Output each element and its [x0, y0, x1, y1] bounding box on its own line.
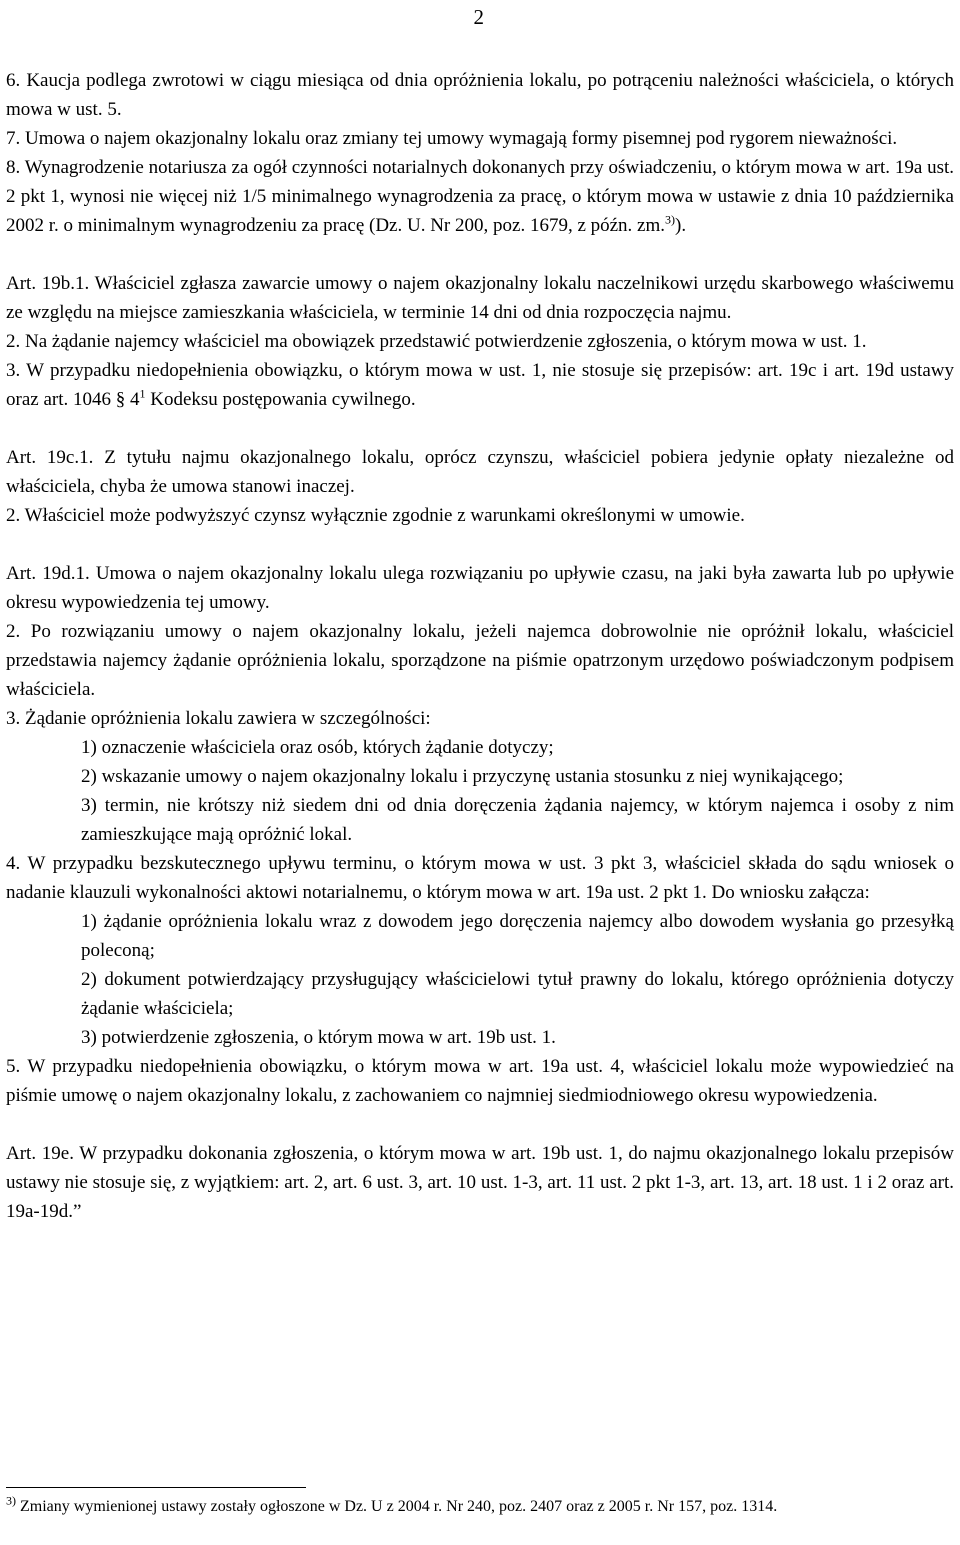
article-19b-2: 2. Na żądanie najemcy właściciel ma obowiązek przedstawić potwierdzenie zgłoszenia, o którym mowa w ust. 1. — [6, 331, 867, 352]
article-19d-3-item-1: 1) oznaczenie właściciela oraz osób, których żądanie dotyczy; — [81, 737, 554, 758]
article-19d-4-item-3: 3) potwierdzenie zgłoszenia, o którym mowa w art. 19b ust. 1. — [81, 1027, 556, 1048]
paragraph-8-end: ). — [675, 215, 687, 236]
page-number: 2 — [473, 5, 484, 29]
article-19d-5: 5. W przypadku niedopełnienia obowiązku, o którym mowa w art. 19a ust. 4, właściciel lokalu może wypowiedzieć na piśmie umowę o najem okazjonalny lokalu, z zachowaniem co najmniej siedmiodniowego okresu wypowiedzenia. — [6, 1056, 954, 1106]
paragraph-7: 7. Umowa o najem okazjonalny lokalu oraz zmiany tej umowy wymagają formy pisemnej pod rygorem nieważności. — [6, 128, 898, 149]
article-19b-1: Art. 19b.1. Właściciel zgłasza zawarcie umowy o najem okazjonalny lokalu naczelnikowi urzędu skarbowego właściwemu ze względu na miejsce zamieszkania właściciela, w terminie 14 dni od dnia rozpoczęcia najmu. — [6, 273, 954, 323]
article-19b-3-text: 3. W przypadku niedopełnienia obowiązku, o którym mowa w ust. 1, nie stosuje się przepisów: art. 19c i art. 19d ustawy oraz art. 1046 § 4 — [6, 360, 954, 410]
section-superscript: 1 — [139, 386, 146, 401]
footnote — [6, 1495, 954, 1519]
article-19b-3-end: Kodeksu postępowania cywilnego. — [145, 389, 416, 410]
article-19d-2: 2. Po rozwiązaniu umowy o najem okazjonalny lokalu, jeżeli najemca dobrowolnie nie opróżnił lokalu, właściciel przedstawia najemcy żądanie opróżnienia lokalu, sporządzone na piśmie opatrzonym urzędowo poświadczonym podpisem właściciela. — [6, 621, 954, 700]
article-19d-3-item-2: 2) wskazanie umowy o najem okazjonalny lokalu i przyczynę ustania stosunku z niej wynikającego; — [81, 766, 844, 787]
article-19d-3-item-3: 3) termin, nie krótszy niż siedem dni od dnia doręczenia żądania najemcy, w którym najemca i osoby z nim zamieszkujące mają opróżnić lokal. — [81, 795, 954, 845]
paragraph-gap — [6, 414, 954, 443]
article-19d-4-item-1: 1) żądanie opróżnienia lokalu wraz z dowodem jego doręczenia najemcy albo dowodem wysłania go przesyłką poleconą; — [81, 911, 954, 961]
article-19c-2: 2. Właściciel może podwyższyć czynsz wyłącznie zgodnie z warunkami określonymi w umowie. — [6, 505, 745, 526]
article-19d-4: 4. W przypadku bezskutecznego upływu terminu, o którym mowa w ust. 3 pkt 3, właściciel składa do sądu wniosek o nadanie klauzuli wykonalności aktowi notarialnemu, o którym mowa w art. 19a ust. 2 pkt 1. Do wniosku załącza: — [6, 853, 954, 903]
footnote-reference: 3) — [665, 212, 676, 227]
footnote-text: Zmiany wymienionej ustawy zostały ogłoszone w Dz. U z 2004 r. Nr 240, poz. 2407 oraz z 2005 r. Nr 157, poz. 1314. — [16, 1498, 778, 1515]
article-19b-3 — [6, 356, 954, 414]
paragraph-gap — [6, 240, 954, 269]
article-19c-1: Art. 19c.1. Z tytułu najmu okazjonalnego lokalu, oprócz czynszu, właściciel pobiera jedynie opłaty niezależne od właściciela, chyba że umowa stanowi inaczej. — [6, 447, 954, 497]
footnote-divider — [6, 1487, 306, 1488]
article-19e: Art. 19e. W przypadku dokonania zgłoszenia, o którym mowa w art. 19b ust. 1, do najmu okazjonalnego lokalu przepisów ustawy nie stosuje się, z wyjątkiem: art. 2, art. 6 ust. 3, art. 10 ust. 1-3, art. 11 ust. 2 pkt 1-3, art. 13, art. 18 ust. 1 i 2 oraz art. 19a-19d.” — [6, 1143, 954, 1222]
paragraph-6: 6. Kaucja podlega zwrotowi w ciągu miesiąca od dnia opróżnienia lokalu, po potrąceniu należności właściciela, o których mowa w ust. 5. — [6, 70, 954, 120]
paragraph-8-text: 8. Wynagrodzenie notariusza za ogół czynności notarialnych dokonanych przy oświadczeniu, o którym mowa w art. 19a ust. 2 pkt 1, wynosi nie więcej niż 1/5 minimalnego wynagrodzenia za pracę, o którym mowa w ustawie z dnia 10 października 2002 r. o minimalnym wynagrodzeniu za pracę (Dz. U. Nr 200, poz. 1679, z późn. zm. — [6, 157, 954, 236]
paragraph-gap — [6, 530, 954, 559]
article-19d-4-item-2: 2) dokument potwierdzający przysługujący właścicielowi tytuł prawny do lokalu, którego opróżnienia dotyczy żądanie właściciela; — [81, 969, 954, 1019]
paragraph-8 — [6, 153, 954, 240]
paragraph-gap — [6, 1110, 954, 1139]
document-body — [6, 66, 954, 1226]
footnote-marker: 3) — [6, 1493, 16, 1508]
article-19d-1: Art. 19d.1. Umowa o najem okazjonalny lokalu ulega rozwiązaniu po upływie czasu, na jaki była zawarta lub po upływie okresu wypowiedzenia tej umowy. — [6, 563, 954, 613]
document-page — [6, 0, 954, 1545]
article-19d-3: 3. Żądanie opróżnienia lokalu zawiera w szczególności: — [6, 708, 431, 729]
